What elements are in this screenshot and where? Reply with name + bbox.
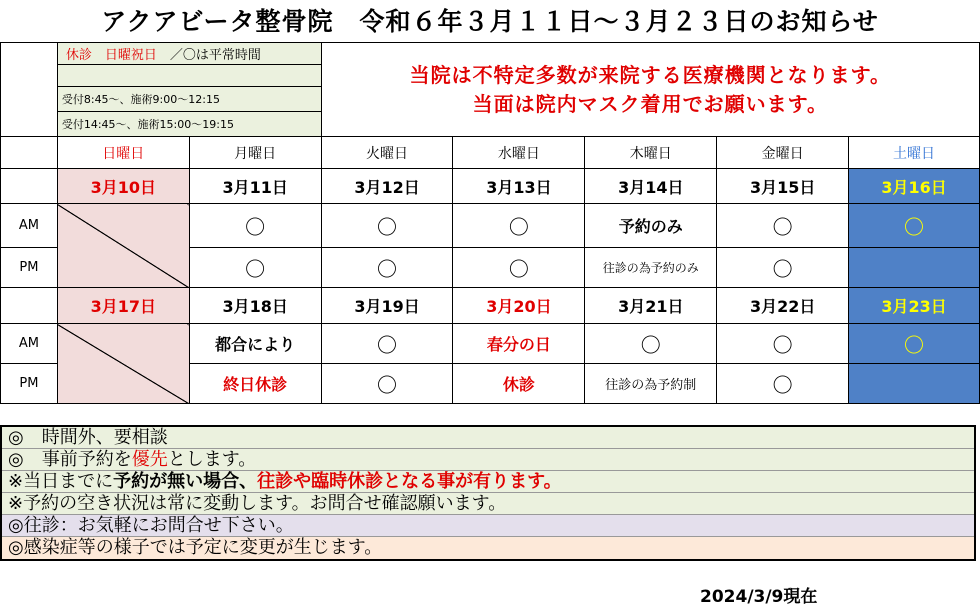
am-cell: 〇 (321, 324, 453, 364)
am-cell: 〇 (849, 204, 980, 248)
pm-cell: 〇 (717, 364, 849, 404)
sunday-closed-cell (57, 204, 189, 288)
date-cell: 3月16日 (849, 169, 980, 204)
pm-label: PM (1, 248, 58, 288)
weekday-sat: 土曜日 (849, 137, 980, 169)
am-cell: 〇 (453, 204, 585, 248)
date-cell: 3月11日 (189, 169, 321, 204)
am-cell: 予約のみ (585, 204, 717, 248)
notice-line-2: 当面は院内マスク着用でお願います。 (472, 91, 829, 116)
note-line: ◎往診：お気軽にお問合せ下さい。 (2, 515, 974, 537)
weekday-mon: 月曜日 (189, 137, 321, 169)
schedule-table (0, 42, 980, 404)
date-cell: 3月21日 (585, 288, 717, 324)
date-cell: 3月15日 (717, 169, 849, 204)
am-cell: 都合により (189, 324, 321, 364)
legend-header (57, 43, 321, 65)
week2-am-row (1, 324, 980, 364)
note-text: ※当日までに (8, 471, 114, 492)
weekday-wed: 水曜日 (453, 137, 585, 169)
open-legend: ／〇は平常時間 (169, 48, 261, 63)
notice-line-1: 当院は不特定多数が来院する医療機関となります。 (409, 62, 892, 87)
am-cell: 〇 (717, 324, 849, 364)
note-bold: 予約が無い場合、 (113, 471, 258, 492)
weekday-tue: 火曜日 (321, 137, 453, 169)
date-cell: 3月22日 (717, 288, 849, 324)
am-cell: 春分の日 (453, 324, 585, 364)
note-emphasis: 往診や臨時休診となる事が有ります。 (257, 471, 562, 492)
pm-cell: 〇 (453, 248, 585, 288)
pm-cell (849, 248, 980, 288)
date-cell: 3月10日 (57, 169, 189, 204)
note-line: ◎感染症等の様子では予定に変更が生じます。 (2, 537, 974, 559)
date-cell: 3月12日 (321, 169, 453, 204)
week1-date-row (1, 169, 980, 204)
as-of-date: 2024/3/9現在 (700, 587, 818, 607)
closed-legend: 休診 日曜祝日 (65, 48, 157, 63)
pm-hours: 受付14:45～、施術15:00～19:15 (57, 112, 321, 137)
pm-cell: 〇 (189, 248, 321, 288)
note-line (2, 449, 974, 471)
am-cell: 〇 (321, 204, 453, 248)
am-cell: 〇 (717, 204, 849, 248)
pm-cell: 休診 (453, 364, 585, 404)
page-title: アクアビータ整骨院 令和６年３月１１日～３月２３日のお知らせ (101, 7, 879, 36)
pm-cell: 往診の為予約制 (585, 364, 717, 404)
date-cell: 3月13日 (453, 169, 585, 204)
notes-box (0, 425, 976, 561)
date-cell: 3月17日 (57, 288, 189, 324)
week1-am-row (1, 204, 980, 248)
am-label: AM (1, 204, 58, 248)
pm-label: PM (1, 364, 58, 404)
date-cell: 3月19日 (321, 288, 453, 324)
weekday-fri: 金曜日 (717, 137, 849, 169)
weekday-header-row (1, 137, 980, 169)
note-line: ◎ 時間外、要相談 (2, 427, 974, 449)
am-label: AM (1, 324, 58, 364)
weekday-sun: 日曜日 (57, 137, 189, 169)
date-cell: 3月18日 (189, 288, 321, 324)
date-cell: 3月23日 (849, 288, 980, 324)
pm-cell (849, 364, 980, 404)
pm-cell: 終日休診 (189, 364, 321, 404)
pm-cell: 〇 (717, 248, 849, 288)
note-line (2, 471, 974, 493)
date-cell: 3月14日 (585, 169, 717, 204)
note-emphasis: 優先 (131, 449, 168, 470)
note-line: ※予約の空き状況は常に変動します。お問合せ確認願います。 (2, 493, 974, 515)
am-cell: 〇 (585, 324, 717, 364)
weekday-thu: 木曜日 (585, 137, 717, 169)
notice-box (321, 43, 979, 137)
week2-date-row (1, 288, 980, 324)
note-text: ◎ 事前予約を (8, 449, 132, 470)
am-hours: 受付8:45～、施術9:00～12:15 (57, 87, 321, 112)
pm-cell: 往診の為予約のみ (585, 248, 717, 288)
am-cell: 〇 (189, 204, 321, 248)
am-cell: 〇 (849, 324, 980, 364)
sunday-closed-cell (57, 324, 189, 404)
date-cell: 3月20日 (453, 288, 585, 324)
pm-cell: 〇 (321, 364, 453, 404)
pm-cell: 〇 (321, 248, 453, 288)
note-text: とします。 (167, 449, 257, 470)
